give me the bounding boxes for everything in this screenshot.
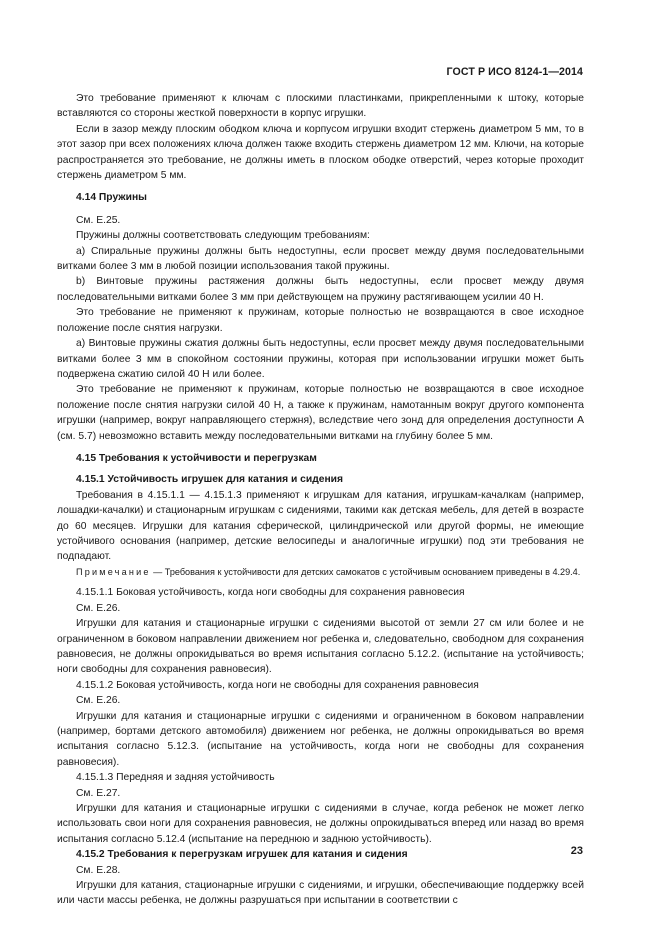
paragraph: Игрушки для катания и стационарные игрушки с сидениями и ограниченном в боковом направлении (например, бортами детского автомобиля) движением ног ребенка, не должны опрокидываться во время испытания согласно 5.12.3. (испытание на устойчивость, когда ноги не свободны для сохранения равновесия). [57,710,584,768]
paragraph: Это требование не применяют к пружинам, которые полностью не возвращаются в свое исходное положение после снятия нагрузки силой 40 Н, а также к пружинам, намотанным вокруг другого компонента игрушки (например, вокруг направляющего стержня), вследствие чего зонд для определения доступности А (см. 5.7) невозможно вставить между последовательными витками на глубину более 5 мм. [57,384,584,442]
section-heading-4-15: 4.15 Требования к устойчивости и перегрузкам [76,452,317,464]
cross-reference: См. Е.26. [76,602,121,614]
paragraph: Игрушки для катания и стационарные игрушки с сидениями высотой от земли 27 см или более и не ограниченном в боковом направлении движением ног ребенка и, следовательно, свободном для сохранения равновесия, не должны опрокидываться во время испытания согласно 5.12.2. (испытание на устойчивость; ноги свободны для сохранения равновесия). [57,618,584,676]
paragraph: Это требование не применяют к пружинам, которые полностью не возвращаются в свое исходное положение после снятия нагрузки. [57,307,584,334]
paragraph: Требования в 4.15.1.1 — 4.15.1.3 применяют к игрушкам для катания, игрушкам-качалкам (например, лошадки-качалки) и стационарным игрушкам с сидениями, такими как детская мебель, для детей в возрасте до 60 месяцев. Игрушки для катания сферической, цилиндрической или другой формы, не имеющие устойчивого основания (например, детские велосипеды и аналогичные игрушки) под эти требования не подпадают. [57,489,584,563]
paragraph: Игрушки для катания, стационарные игрушки с сидениями, и игрушки, обеспечивающие поддержку всей или части массы ребенка, не должны разрушаться при испытании в соответствии с [57,880,584,907]
paragraph: Это требование применяют к ключам с плоскими пластинками, прикрепленными к штоку, которые вставляются со стороны жесткой поверхности в корпус игрушки. [57,93,584,120]
section-heading-4-14: 4.14 Пружины [76,192,147,204]
cross-reference: См. Е.25. [76,214,121,226]
note-text: — Требования к устойчивости для детских самокатов с устойчивым основанием приведены в 4.29.4. [153,566,581,577]
list-item-b: b) Винтовые пружины растяжения должны быть недоступны, если просвет между двумя последовательными витками более 3 мм при действующем на пружину растягивающем усилии 40 Н. [57,276,584,303]
paragraph: Если в зазор между плоским ободком ключа и корпусом игрушки входит стержень диаметром 5 мм, то в этот зазор при всех положениях ключа должен также входить стержень диаметром 12 мм. Ключи, на которые распространяется это требование, не должны иметь в плоском ободке отверстий, через которые проходит стержень диаметром 5 мм. [57,123,584,182]
paragraph: Игрушки для катания и стационарные игрушки с сидениями в случае, когда ребенок не может легко использовать свои ноги для сохранения равновесия, не должны опрокидываться вперед или назад во время испытания согласно 5.12.4 (испытание на переднюю и заднюю устойчивость). [57,802,584,845]
subsection-title: 4.15.1.1 Боковая устойчивость, когда ноги свободны для сохранения равновесия [76,587,465,599]
note [57,565,584,580]
paragraph: Пружины должны соответствовать следующим требованиям: [76,230,370,242]
document-body [57,91,584,909]
section-heading-4-15-1: 4.15.1 Устойчивость игрушек для катания и сидения [76,474,344,486]
subsection-title: 4.15.1.2 Боковая устойчивость, когда ноги не свободны для сохранения равновесия [76,679,479,691]
cross-reference: См. Е.26. [76,695,121,707]
cross-reference: См. Е.27. [76,787,121,799]
page-number: 23 [570,845,583,857]
note-label: Примечание [76,566,151,577]
list-item-a: a) Винтовые пружины сжатия должны быть недоступны, если просвет между двумя последовательными витками более 3 мм в спокойном состоянии пружины, которая при использовании игрушки может быть подвержена сжатию силой 40 Н или более. [57,338,584,380]
section-heading-4-15-2: 4.15.2 Требования к перегрузкам игрушек для катания и сидения [76,849,408,861]
list-item-a: a) Спиральные пружины должны быть недоступны, если просвет между двумя последовательными витками более 3 мм в любой позиции использования такой пружины. [57,245,584,273]
standard-header: ГОСТ Р ИСО 8124-1—2014 [446,66,583,78]
cross-reference: См. Е.28. [76,864,121,876]
subsection-title: 4.15.1.3 Передняя и задняя устойчивость [76,772,275,784]
